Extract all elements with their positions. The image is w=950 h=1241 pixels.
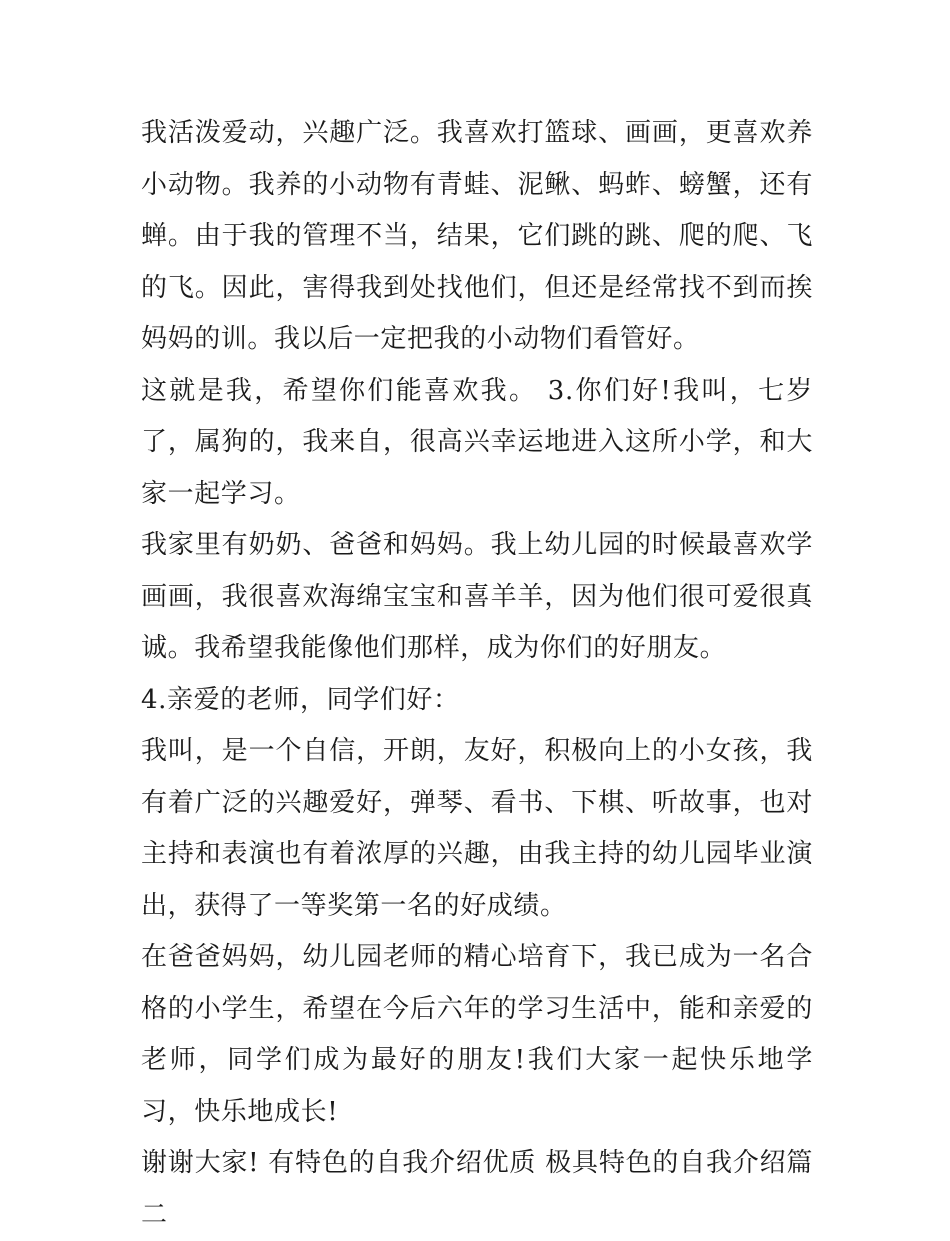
document-body (141, 108, 813, 1241)
paragraph-closing: 谢谢大家! 有特色的自我介绍优质 极具特色的自我介绍篇二 (141, 1148, 813, 1230)
paragraph-self-description: 我叫，是一个自信，开朗，友好，积极向上的小女孩，我有着广泛的兴趣爱好，弹琴、看书、下棋、听故事，也对主持和表演也有着浓厚的兴趣，由我主持的幼儿园毕业演出，获得了一等奖第一名的好成绩。 (141, 736, 813, 921)
paragraph-greeting-4: 4.亲爱的老师，同学们好： (141, 684, 460, 715)
paragraph-hobbies: 我活泼爱动，兴趣广泛。我喜欢打篮球、画画，更喜欢养小动物。我养的小动物有青蛙、泥鳅、蚂蚱、螃蟹，还有蝉。由于我的管理不当，结果，它们跳的跳、爬的爬、飞的飞。因此，害得我到处找他们，但还是经常找不到而挨妈妈的训。我以后一定把我的小动物们看管好。 (141, 118, 813, 354)
paragraph-school-hopes: 在爸爸妈妈，幼儿园老师的精心培育下，我已成为一名合格的小学生，希望在今后六年的学习生活中，能和亲爱的老师，同学们成为最好的朋友!我们大家一起快乐地学习，快乐地成长! (141, 942, 813, 1127)
paragraph-intro-3: 这就是我，希望你们能喜欢我。 3.你们好!我叫，七岁了，属狗的，我来自，很高兴幸运地进入这所小学，和大家一起学习。 (141, 375, 813, 509)
paragraph-family: 我家里有奶奶、爸爸和妈妈。我上幼儿园的时候最喜欢学画画，我很喜欢海绵宝宝和喜羊羊，因为他们很可爱很真诚。我希望我能像他们那样，成为你们的好朋友。 (141, 530, 813, 663)
